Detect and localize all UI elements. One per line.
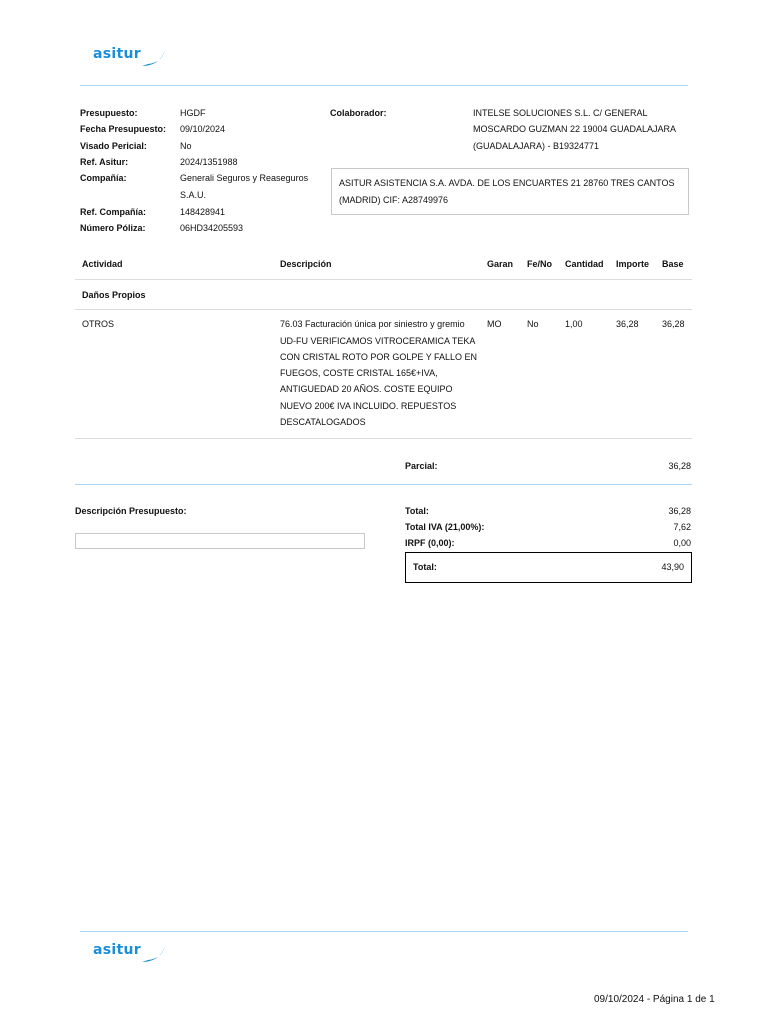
compania-value-line1: Generali Seguros y Reaseguros [180,173,309,183]
col-actividad: Actividad [82,259,123,269]
grand-total-value: 43,90 [661,562,684,572]
col-descripcion: Descripción [280,259,332,269]
section-divider [75,309,692,310]
iva-value: 7,62 [673,522,691,532]
fecha-label: Fecha Presupuesto: [80,124,167,134]
colaborador-line2: MOSCARDO GUZMAN 22 19004 GUADALAJARA [473,124,677,134]
row-descripcion-line: DESCATALOGADOS [280,417,366,427]
row-importe: 36,28 [616,319,639,329]
total-value: 36,28 [668,506,691,516]
footer-divider [80,931,688,932]
visado-value: No [180,141,192,151]
compania-value-line2: S.A.U. [180,190,207,200]
row-descripcion-line: UD-FU VERIFICAMOS VITROCERAMICA TEKA [280,336,476,346]
asitur-address-line2: (MADRID) CIF: A28749976 [339,195,449,205]
descripcion-presupuesto-label: Descripción Presupuesto: [75,506,187,516]
row-base: 36,28 [662,319,685,329]
page-info: 09/10/2024 - Página 1 de 1 [594,994,715,1005]
irpf-value: 0,00 [673,538,691,548]
row-cantidad: 1,00 [565,319,583,329]
col-base: Base [662,259,684,269]
col-cantidad: Cantidad [565,259,604,269]
header-divider [80,85,688,86]
presupuesto-value: HGDF [180,108,206,118]
row-descripcion-line: 76.03 Facturación única por siniestro y gremio [280,319,465,329]
row-garan: MO [487,319,502,329]
row-divider [75,438,692,439]
row-descripcion-line: CON CRISTAL ROTO POR GOLPE Y FALLO EN [280,352,478,362]
colaborador-line3: (GUADALAJARA) - B19324771 [473,141,600,151]
row-descripcion-line: ANTIGUEDAD 20 AÑOS. COSTE EQUIPO [280,384,453,394]
row-descripcion-line: NUEVO 200€ IVA INCLUIDO. REPUESTOS [280,401,457,411]
section-title: Daños Propios [82,290,146,300]
ref-asitur-label: Ref. Asitur: [80,157,129,167]
logo-text: asitur [93,46,141,62]
asitur-address-line1: ASITUR ASISTENCIA S.A. AVDA. DE LOS ENCUARTES 21 28760 TRES CANTOS [339,178,675,188]
compania-label: Compañía: [80,173,127,183]
footer-asitur-logo [92,942,168,968]
ref-compania-value: 148428941 [180,207,226,217]
colaborador-label: Colaborador: [330,108,387,118]
table-header-divider [75,279,692,280]
presupuesto-label: Presupuesto: [80,108,138,118]
col-garan: Garan [487,259,514,269]
irpf-label: IRPF (0,00): [405,538,455,548]
parcial-value: 36,28 [668,461,691,471]
col-importe: Importe [616,259,650,269]
row-actividad: OTROS [82,319,115,329]
descripcion-presupuesto-box [75,533,365,549]
parcial-label: Parcial: [405,461,438,471]
footer-logo-text: asitur [93,942,141,958]
asitur-address-box [331,168,689,215]
parcial-divider [75,484,692,485]
row-feno: No [527,319,539,329]
total-label: Total: [405,506,429,516]
iva-label: Total IVA (21,00%): [405,522,485,532]
fecha-value: 09/10/2024 [180,124,226,134]
numero-poliza-value: 06HD34205593 [180,223,244,233]
row-descripcion-line: FUEGOS, COSTE CRISTAL 165€+IVA, [280,368,438,378]
col-feno: Fe/No [527,259,553,269]
asitur-logo [92,46,168,72]
ref-asitur-value: 2024/1351988 [180,157,238,167]
ref-compania-label: Ref. Compañía: [80,207,147,217]
colaborador-line1: INTELSE SOLUCIONES S.L. C/ GENERAL [473,108,648,118]
grand-total-label: Total: [413,562,437,572]
numero-poliza-label: Número Póliza: [80,223,146,233]
visado-label: Visado Pericial: [80,141,147,151]
